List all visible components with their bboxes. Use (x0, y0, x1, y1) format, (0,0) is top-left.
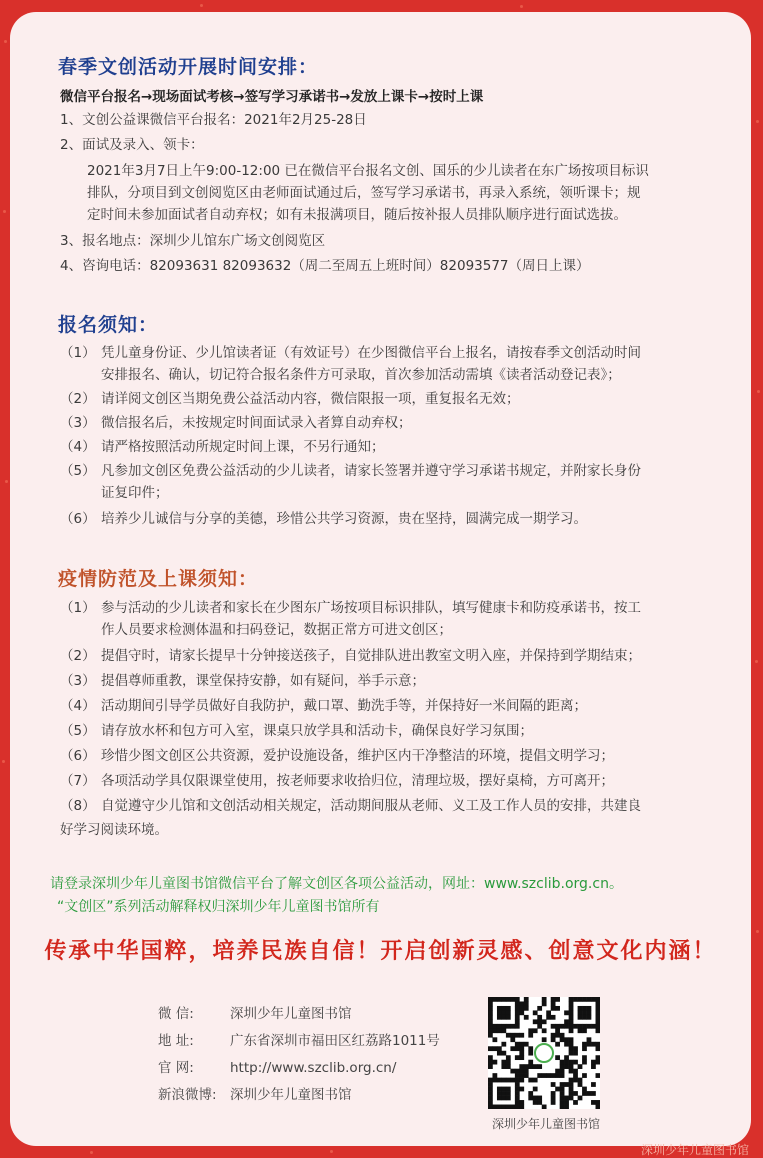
contact-address (158, 1029, 440, 1049)
item-text: 提倡守时，请家长提早十分钟接送孩子，自觉排队进出教室文明入座，并保持到学期结束； (101, 648, 641, 664)
item-number: （2） (60, 391, 96, 407)
qr-caption: 深圳少年儿童图书馆 (491, 1117, 600, 1131)
watermark: 深圳少年儿童图书馆 (640, 1143, 749, 1157)
item-text: 请详阅文创区当期免费公益活动内容，微信限报一项，重复报名无效； (101, 391, 520, 407)
item-number: （5） (60, 723, 96, 739)
item-text-cont: 安排报名、确认，切记符合报名条件方可录取，首次参加活动需填《读者活动登记表》； (101, 367, 621, 383)
schedule-item-3: 3、报名地点：深圳少儿馆东广场文创阅览区 (60, 233, 326, 249)
website-link[interactable]: http://www.szclib.org.cn/ (230, 1060, 397, 1076)
epidemic-title: 疫情防范及上课须知： (58, 568, 259, 590)
schedule-title: 春季文创活动开展时间安排： (58, 56, 319, 78)
qr-code-icon (488, 997, 600, 1109)
item-text: 微信报名后，未按规定时间面试录入者算自动弃权； (101, 415, 412, 431)
item-number: （6） (60, 748, 96, 764)
item-number: （6） (60, 511, 96, 527)
item-text: 请存放水杯和包方可入室，课桌只放学具和活动卡，确保良好学习氛围； (101, 723, 533, 739)
item-number: （2） (60, 648, 96, 664)
contact-label: 新浪微博: (158, 1087, 217, 1103)
schedule-item-2-line-3: 定时间未参加面试者自动弃权；如有未报满项目，随后按补报人员排队顺序进行面试选拔。 (87, 207, 627, 223)
notice-title: 报名须知： (58, 314, 159, 336)
slogan: 传承中华国粹，培养民族自信！开启创新灵感、创意文化内涵！ (44, 938, 717, 964)
contact-value: 广东省深圳市福田区红荔路1011号 (230, 1033, 440, 1049)
item-number: （4） (60, 698, 96, 714)
item-text: 请严格按照活动所规定时间上课，不另行通知； (101, 439, 385, 455)
item-number: （3） (60, 673, 96, 689)
contact-wechat (158, 1002, 352, 1022)
contact-website[interactable] (158, 1056, 396, 1076)
contact-value: 深圳少年儿童图书馆 (230, 1087, 352, 1103)
item-text-cont: 证复印件； (101, 485, 169, 501)
item-text: 培养少儿诚信与分享的美德，珍惜公共学习资源，贵在坚持，圆满完成一期学习。 (101, 511, 587, 527)
schedule-item-2: 2、面试及录入、领卡： (60, 137, 204, 153)
item-number: （1） (60, 600, 96, 616)
item-text-cont: 作人员要求检测体温和扫码登记，数据正常方可进文创区； (101, 622, 452, 638)
item-text: 各项活动学具仅限课堂使用，按老师要求收拾归位，清理垃圾，摆好桌椅，方可离开； (101, 773, 614, 789)
item-text: 参与活动的少儿读者和家长在少图东广场按项目标识排队，填写健康卡和防疫承诺书，按工 (101, 600, 641, 616)
schedule-item-2-line-1: 2021年3月7日上午9:00-12:00 已在微信平台报名文创、国乐的少儿读者在东广场按项目标识 (87, 163, 649, 179)
schedule-item-2-line-2: 排队，分项目到文创阅览区由老师面试通过后，签写学习承诺书，再录入系统，领听课卡；规 (87, 185, 641, 201)
item-text: 珍惜少图文创区公共资源，爱护设施设备，维护区内干净整洁的环境，提倡文明学习； (101, 748, 614, 764)
contact-weibo (158, 1083, 352, 1103)
item-number: （3） (60, 415, 96, 431)
item-text-cont: 好学习阅读环境。 (60, 822, 168, 838)
qr-code (488, 997, 600, 1109)
contact-label: 官 网: (158, 1060, 194, 1076)
contact-label: 微 信: (158, 1006, 194, 1022)
item-text: 提倡尊师重教，课堂保持安静，如有疑问，举手示意； (101, 673, 425, 689)
schedule-item-4: 4、咨询电话：82093631 82093632（周二至周五上班时间）82093577（周日上课） (60, 258, 590, 274)
schedule-flow: 微信平台报名→现场面试考核→签写学习承诺书→发放上课卡→按时上课 (60, 89, 484, 105)
item-text: 活动期间引导学员做好自我防护，戴口罩、勤洗手等，并保持好一米间隔的距离； (101, 698, 587, 714)
rights-note: “文创区”系列活动解释权归深圳少年儿童图书馆所有 (57, 899, 380, 915)
item-text: 凡参加文创区免费公益活动的少儿读者，请家长签署并遵守学习承诺书规定，并附家长身份 (101, 463, 641, 479)
item-number: （5） (60, 463, 96, 479)
item-number: （4） (60, 439, 96, 455)
contact-value: 深圳少年儿童图书馆 (230, 1006, 352, 1022)
item-text: 自觉遵守少儿馆和文创活动相关规定，活动期间服从老师、义工及工作人员的安排，共建良 (101, 798, 641, 814)
item-text: 凭儿童身份证、少儿馆读者证（有效证号）在少图微信平台上报名，请按春季文创活动时间 (101, 345, 641, 361)
item-number: （1） (60, 345, 96, 361)
website-note: 请登录深圳少年儿童图书馆微信平台了解文创区各项公益活动，网址：www.szclib.org.cn。 (50, 876, 623, 892)
content-card (10, 12, 751, 1146)
item-number: （7） (60, 773, 96, 789)
item-number: （8） (60, 798, 96, 814)
contact-label: 地 址: (158, 1033, 194, 1049)
schedule-item-1: 1、文创公益课微信平台报名：2021年2月25-28日 (60, 112, 367, 128)
